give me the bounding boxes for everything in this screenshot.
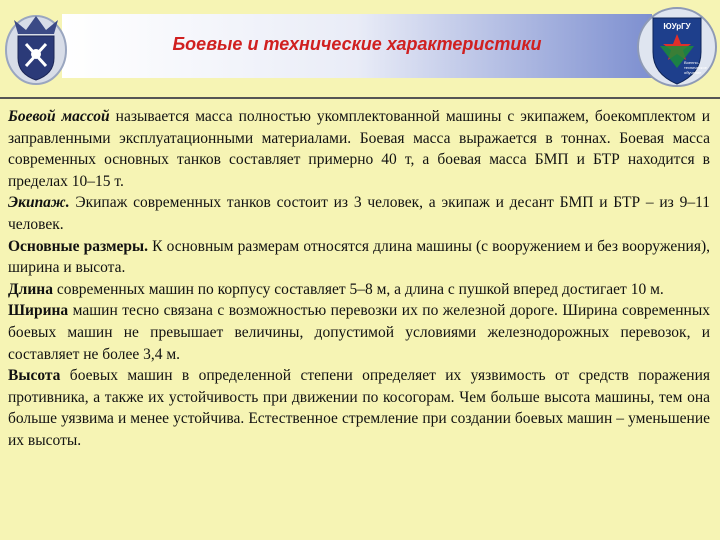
right-logo-subtext-2: техническое: [684, 65, 707, 70]
term-main-dimensions: Основные размеры.: [8, 237, 149, 255]
military-department-emblem-icon: [636, 6, 718, 88]
paragraph-height: [8, 365, 710, 451]
term-height: Высота: [8, 367, 61, 385]
term-length: Длина: [8, 280, 53, 298]
content-body: [8, 106, 710, 452]
paragraph-length: [8, 279, 710, 301]
page-title: Боевые и технические характеристики: [172, 34, 542, 54]
university-emblem-icon: [4, 6, 68, 86]
text-combat-mass: называется масса полностью укомплектованной машины с экипажем, боекомплектом и заправленными эксплуатационными материалами. Боевая масса выражается в тоннах. Боевая масса современных основных танков составляет примерно 40 т, а боевая масса БМП и БТР находится в пределах 10–15 т.: [8, 108, 710, 190]
paragraph-combat-mass: [8, 106, 710, 192]
paragraph-crew: [8, 192, 710, 235]
right-logo-label: ЮУрГУ: [663, 22, 691, 31]
text-main-dimensions: К основным размерам относятся длина машины (с вооружением и без вооружения), ширина и высота.: [8, 237, 710, 277]
term-crew: Экипаж.: [8, 194, 70, 212]
text-height: боевых машин в определенной степени определяет их уязвимость от средств поражения противника, а также их устойчивость при движении по косогорам. Чем больше высота машины, тем она больше уязвима и менее устойчива. Естественное стремление при создании боевых машин – уменьшение их высоты.: [8, 367, 710, 449]
paragraph-width: [8, 300, 710, 365]
header-divider: [0, 97, 720, 99]
right-logo-subtext-1: Военно-: [684, 60, 700, 65]
right-logo-subtext-3: обучение: [684, 70, 702, 75]
paragraph-main-dimensions: [8, 236, 710, 279]
term-width: Ширина: [8, 302, 69, 320]
text-length: современных машин по корпусу составляет 5–8 м, а длина с пушкой вперед достигает 10 м.: [52, 280, 664, 298]
text-crew: Экипаж современных танков состоит из 3 человек, а экипаж и десант БМП и БТР – из 9–11 человек.: [8, 194, 710, 233]
term-combat-mass: Боевой массой: [8, 108, 110, 125]
text-width: машин тесно связана с возможностью перевозки их по железной дороге. Ширина современных боевых машин не превышает величины, допустимой условиями железнодорожных перевозок, и составляет не более 3,4 м.: [8, 302, 710, 363]
